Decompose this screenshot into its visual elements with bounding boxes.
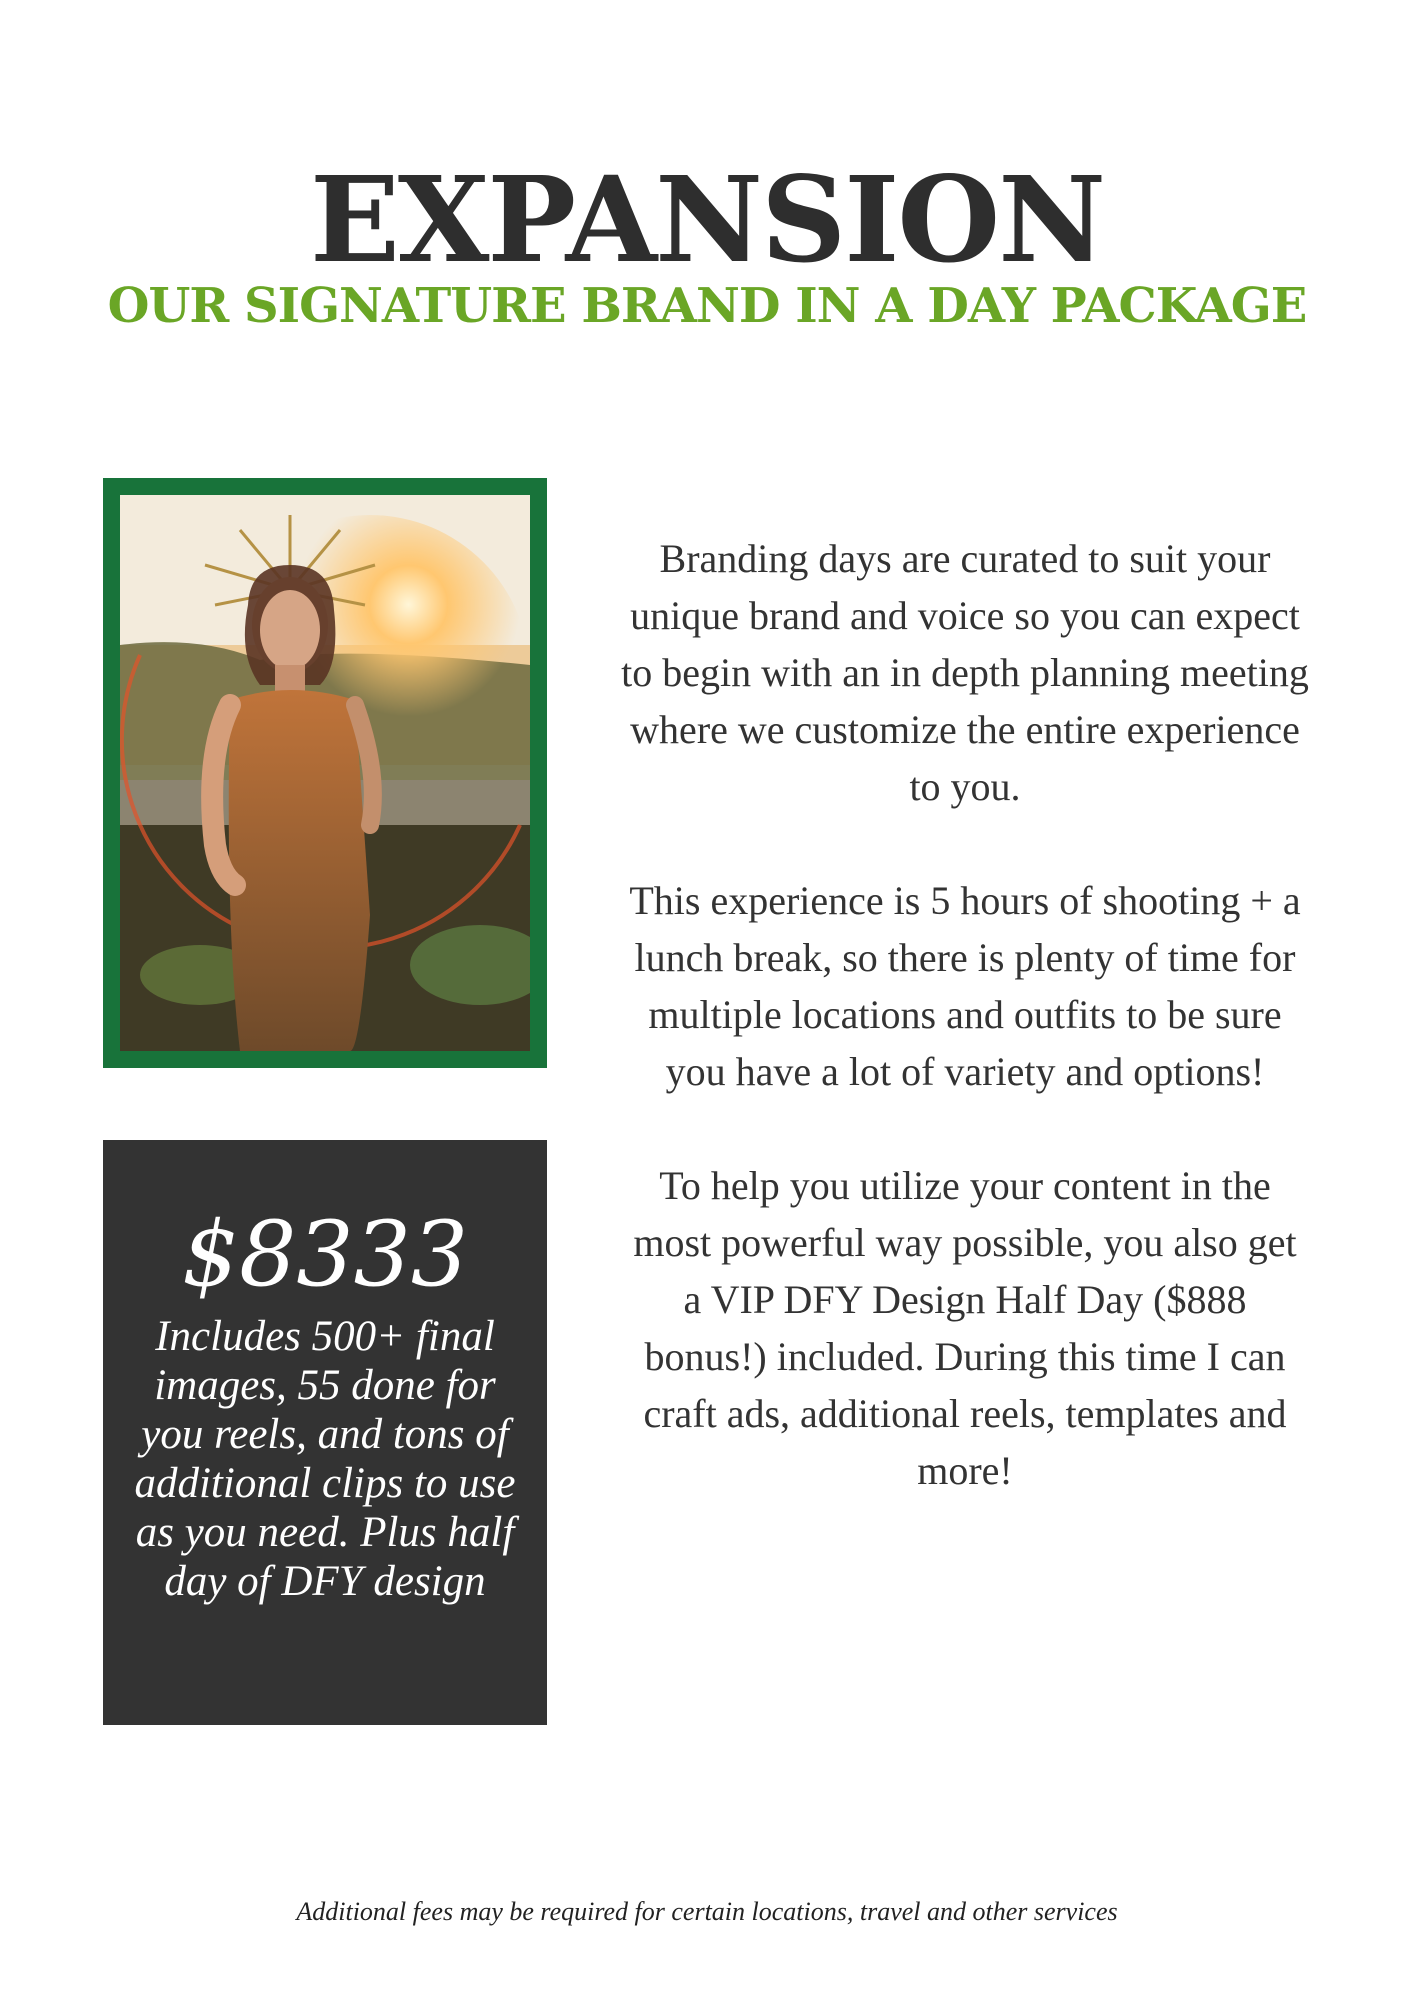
description-paragraph-1: Branding days are curated to suit your unique brand and voice so you can expect to begin with an in depth planning meeting where we customize the entire experience to you. xyxy=(621,536,1309,809)
page-title: EXPANSION xyxy=(309,150,1105,289)
portrait-photo xyxy=(120,495,530,1051)
package-description xyxy=(620,530,1310,1556)
description-paragraph-3: To help you utilize your content in the most powerful way possible, you also get a VIP DFY Design Half Day ($888 bonus!) included. During this time I can craft ads, additional reels, templates and more! xyxy=(633,1163,1297,1493)
description-paragraph-2: This experience is 5 hours of shooting + a lunch break, so there is plenty of time for multiple locations and outfits to be sure you have a lot of variety and options! xyxy=(629,878,1301,1094)
price-box xyxy=(103,1140,547,1725)
package-inclusions: Includes 500+ final images, 55 done for you reels, and tons of additional clips to use as you need. Plus half day of DFY design xyxy=(134,1313,516,1605)
portrait-illustration xyxy=(120,495,530,1051)
footer-disclaimer: Additional fees may be required for certain locations, travel and other services xyxy=(296,1897,1118,1926)
package-price: $8333 xyxy=(181,1202,469,1307)
page-subtitle: OUR SIGNATURE BRAND IN A DAY PACKAGE xyxy=(107,278,1307,334)
photo-frame xyxy=(103,478,547,1068)
